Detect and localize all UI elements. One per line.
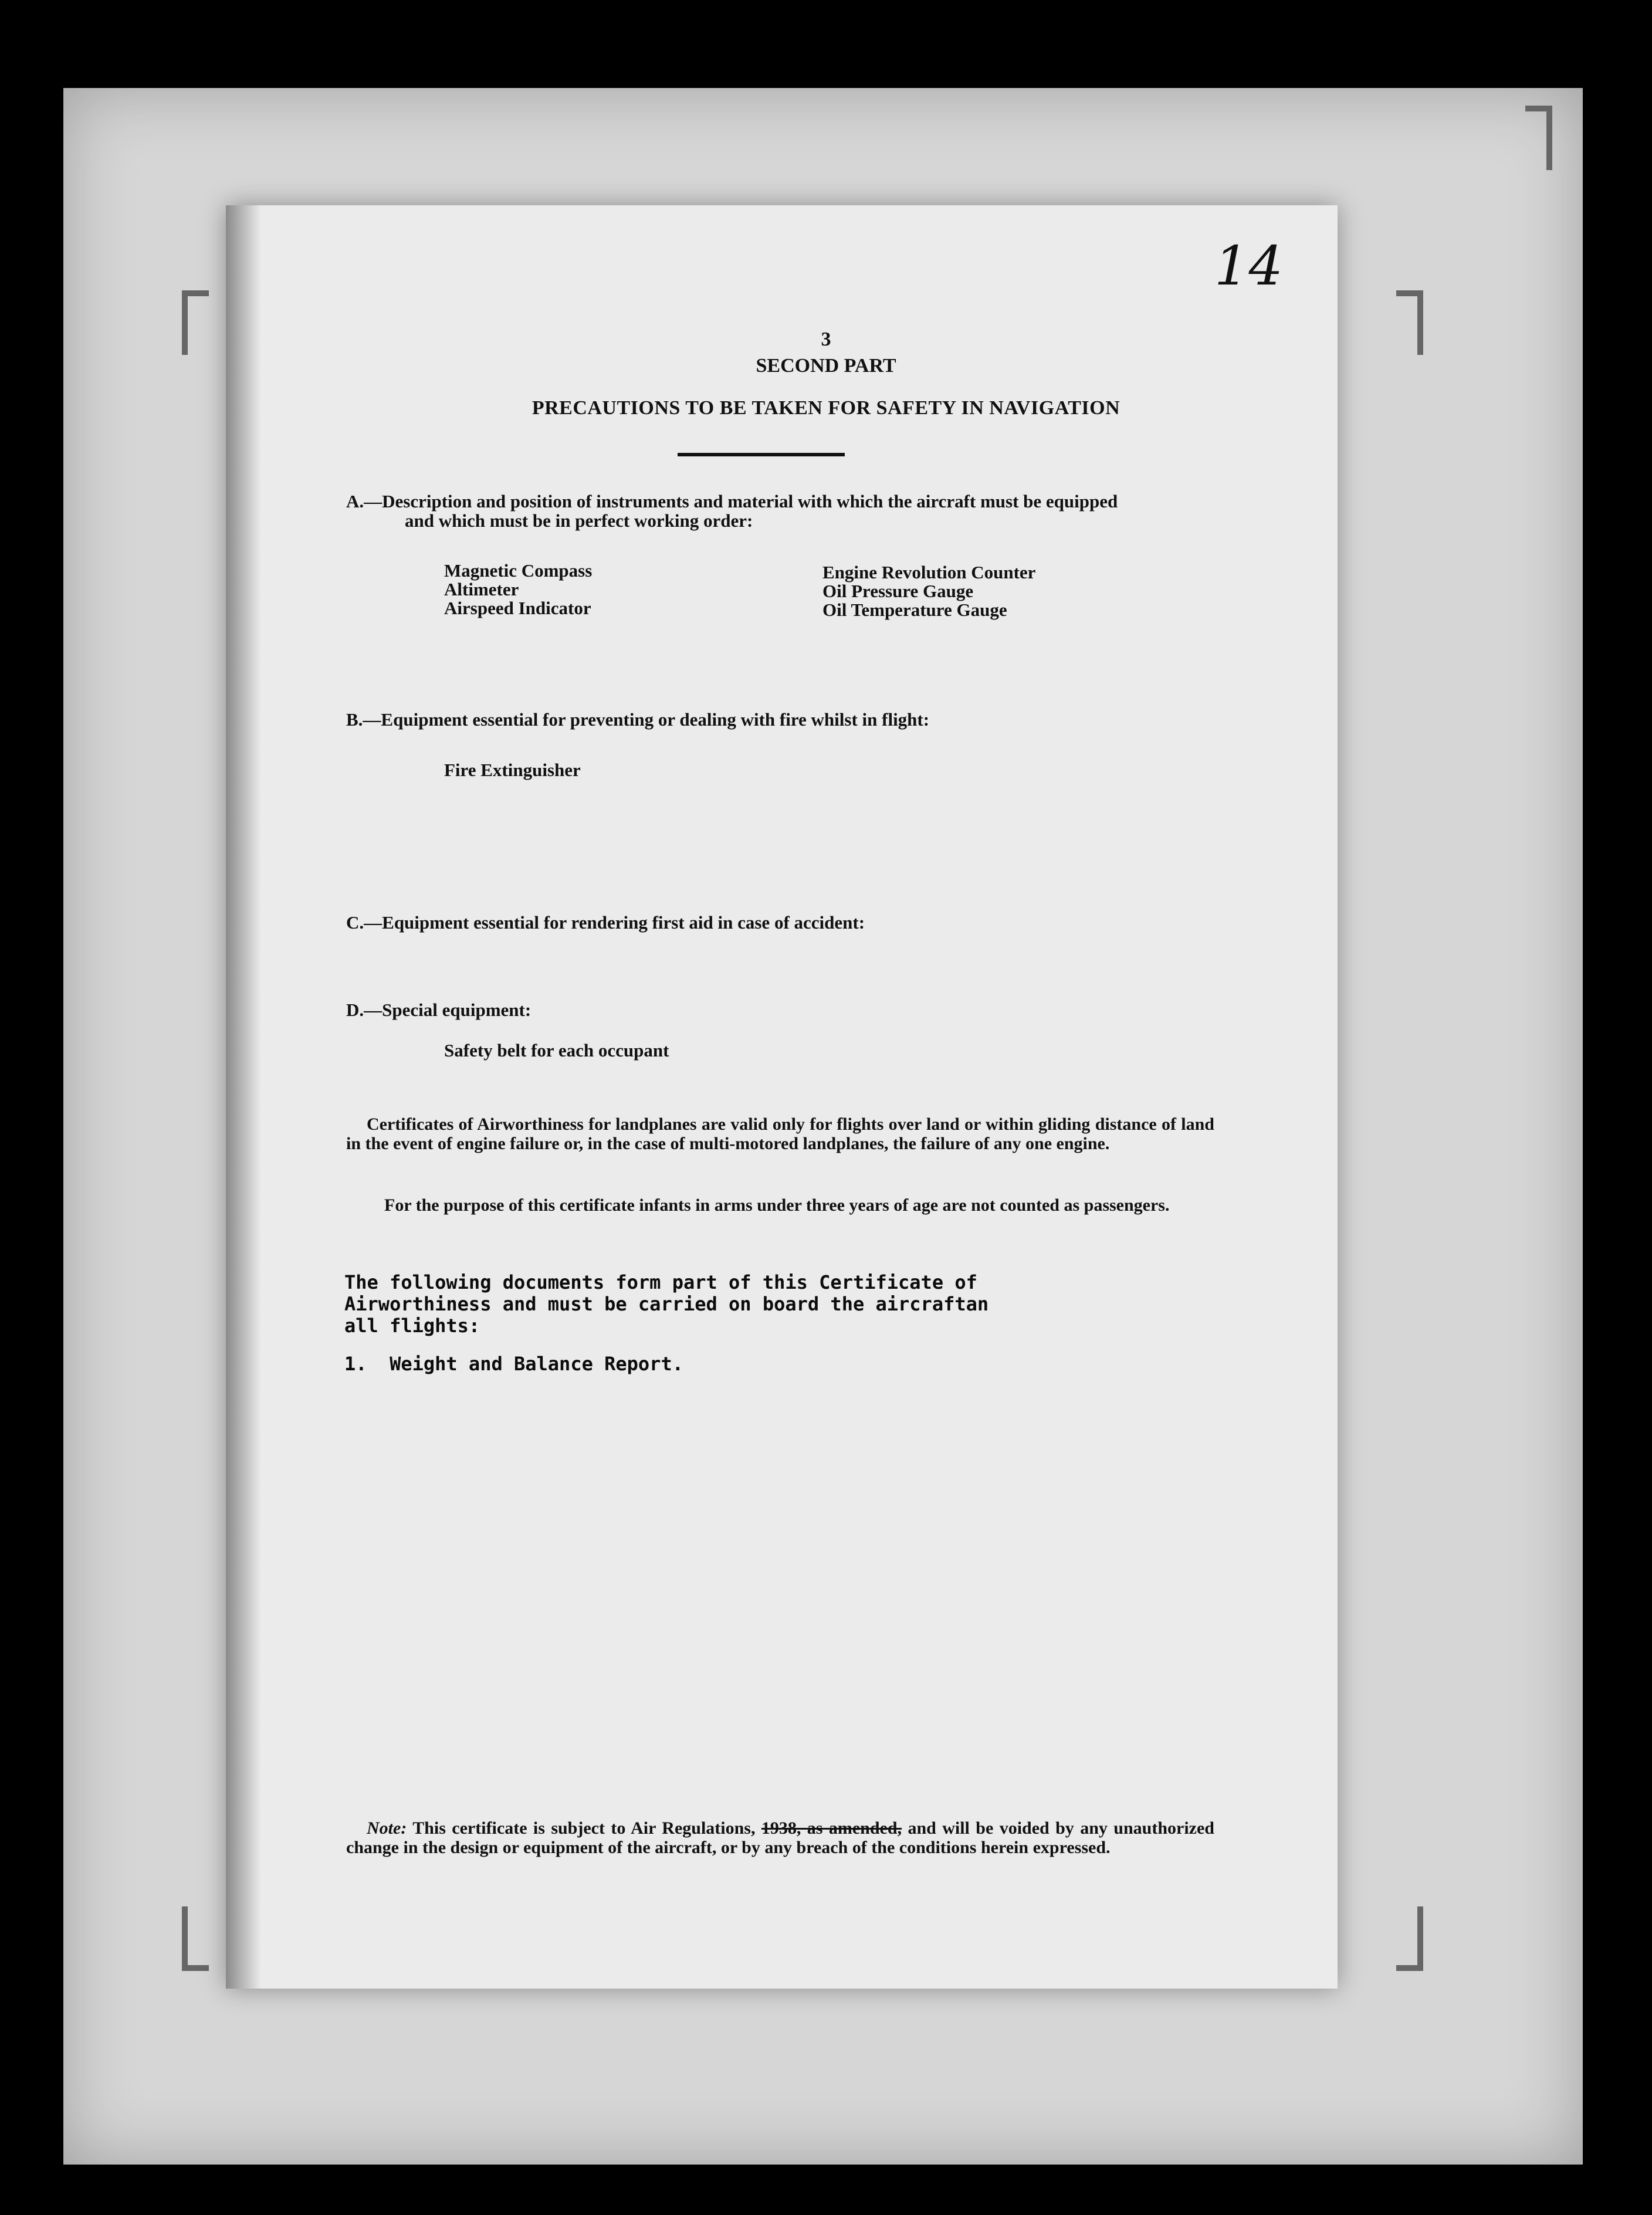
crop-mark-outer-top-right bbox=[1525, 106, 1552, 170]
note-text-after: and will be voided by any unauthorized change in the design or equipment of the aircraft, or by any breach of the conditions herein expressed. bbox=[346, 1818, 1214, 1857]
section-c-heading: C.—Equipment essential for rendering first aid in case of accident: bbox=[346, 912, 865, 933]
note-paragraph bbox=[346, 1818, 1214, 1857]
page-number: 3 bbox=[821, 328, 831, 350]
instrument-item: Airspeed Indicator bbox=[444, 598, 591, 618]
sheet-shadow-edge bbox=[226, 205, 261, 1989]
note-amended-text: 1938, as amended, bbox=[761, 1818, 902, 1838]
typed-list-item: 1. Weight and Balance Report. bbox=[344, 1353, 683, 1375]
note-text-before: This certificate is subject to Air Regulations, bbox=[412, 1818, 756, 1838]
typed-line: all flights: bbox=[344, 1315, 480, 1337]
typed-line: Airworthiness and must be carried on board the aircraftan bbox=[344, 1293, 989, 1315]
instrument-item: Engine Revolution Counter bbox=[822, 562, 1036, 582]
crop-mark-bottom-right bbox=[1396, 1906, 1423, 1971]
airworthiness-paragraph: Certificates of Airworthiness for landplanes are valid only for flights over land or within gliding distance of land in the event of engine failure or, in the case of multi-motored landplanes, the failure of any one engine. bbox=[346, 1115, 1214, 1153]
instrument-item: Altimeter bbox=[444, 579, 519, 600]
part-title: SECOND PART bbox=[756, 355, 896, 377]
typed-line: The following documents form part of this Certificate of bbox=[344, 1271, 977, 1293]
document-sheet bbox=[226, 205, 1338, 1989]
instrument-item: Oil Temperature Gauge bbox=[822, 600, 1007, 620]
heading-underline bbox=[678, 453, 845, 456]
handwritten-page-number: 14 bbox=[1214, 235, 1284, 297]
crop-mark-bottom-left bbox=[182, 1906, 209, 1971]
section-d-heading: D.—Special equipment: bbox=[346, 1000, 532, 1020]
main-heading: PRECAUTIONS TO BE TAKEN FOR SAFETY IN NAVIGATION bbox=[532, 397, 1120, 419]
section-a-heading: A.—Description and position of instruments and material with which the aircraft must be equipped bbox=[346, 491, 1118, 512]
section-b-heading: B.—Equipment essential for preventing or dealing with fire whilst in flight: bbox=[346, 709, 930, 730]
note-label: Note: bbox=[367, 1818, 407, 1838]
special-equipment-item: Safety belt for each occupant bbox=[444, 1040, 669, 1061]
section-a-heading-cont: and which must be in perfect working order: bbox=[405, 510, 753, 531]
instrument-item: Oil Pressure Gauge bbox=[822, 581, 974, 601]
infants-paragraph: For the purpose of this certificate infants in arms under three years of age are not counted as passengers. bbox=[384, 1195, 1170, 1215]
instrument-item: Magnetic Compass bbox=[444, 560, 593, 581]
fire-equipment-item: Fire Extinguisher bbox=[444, 760, 581, 780]
